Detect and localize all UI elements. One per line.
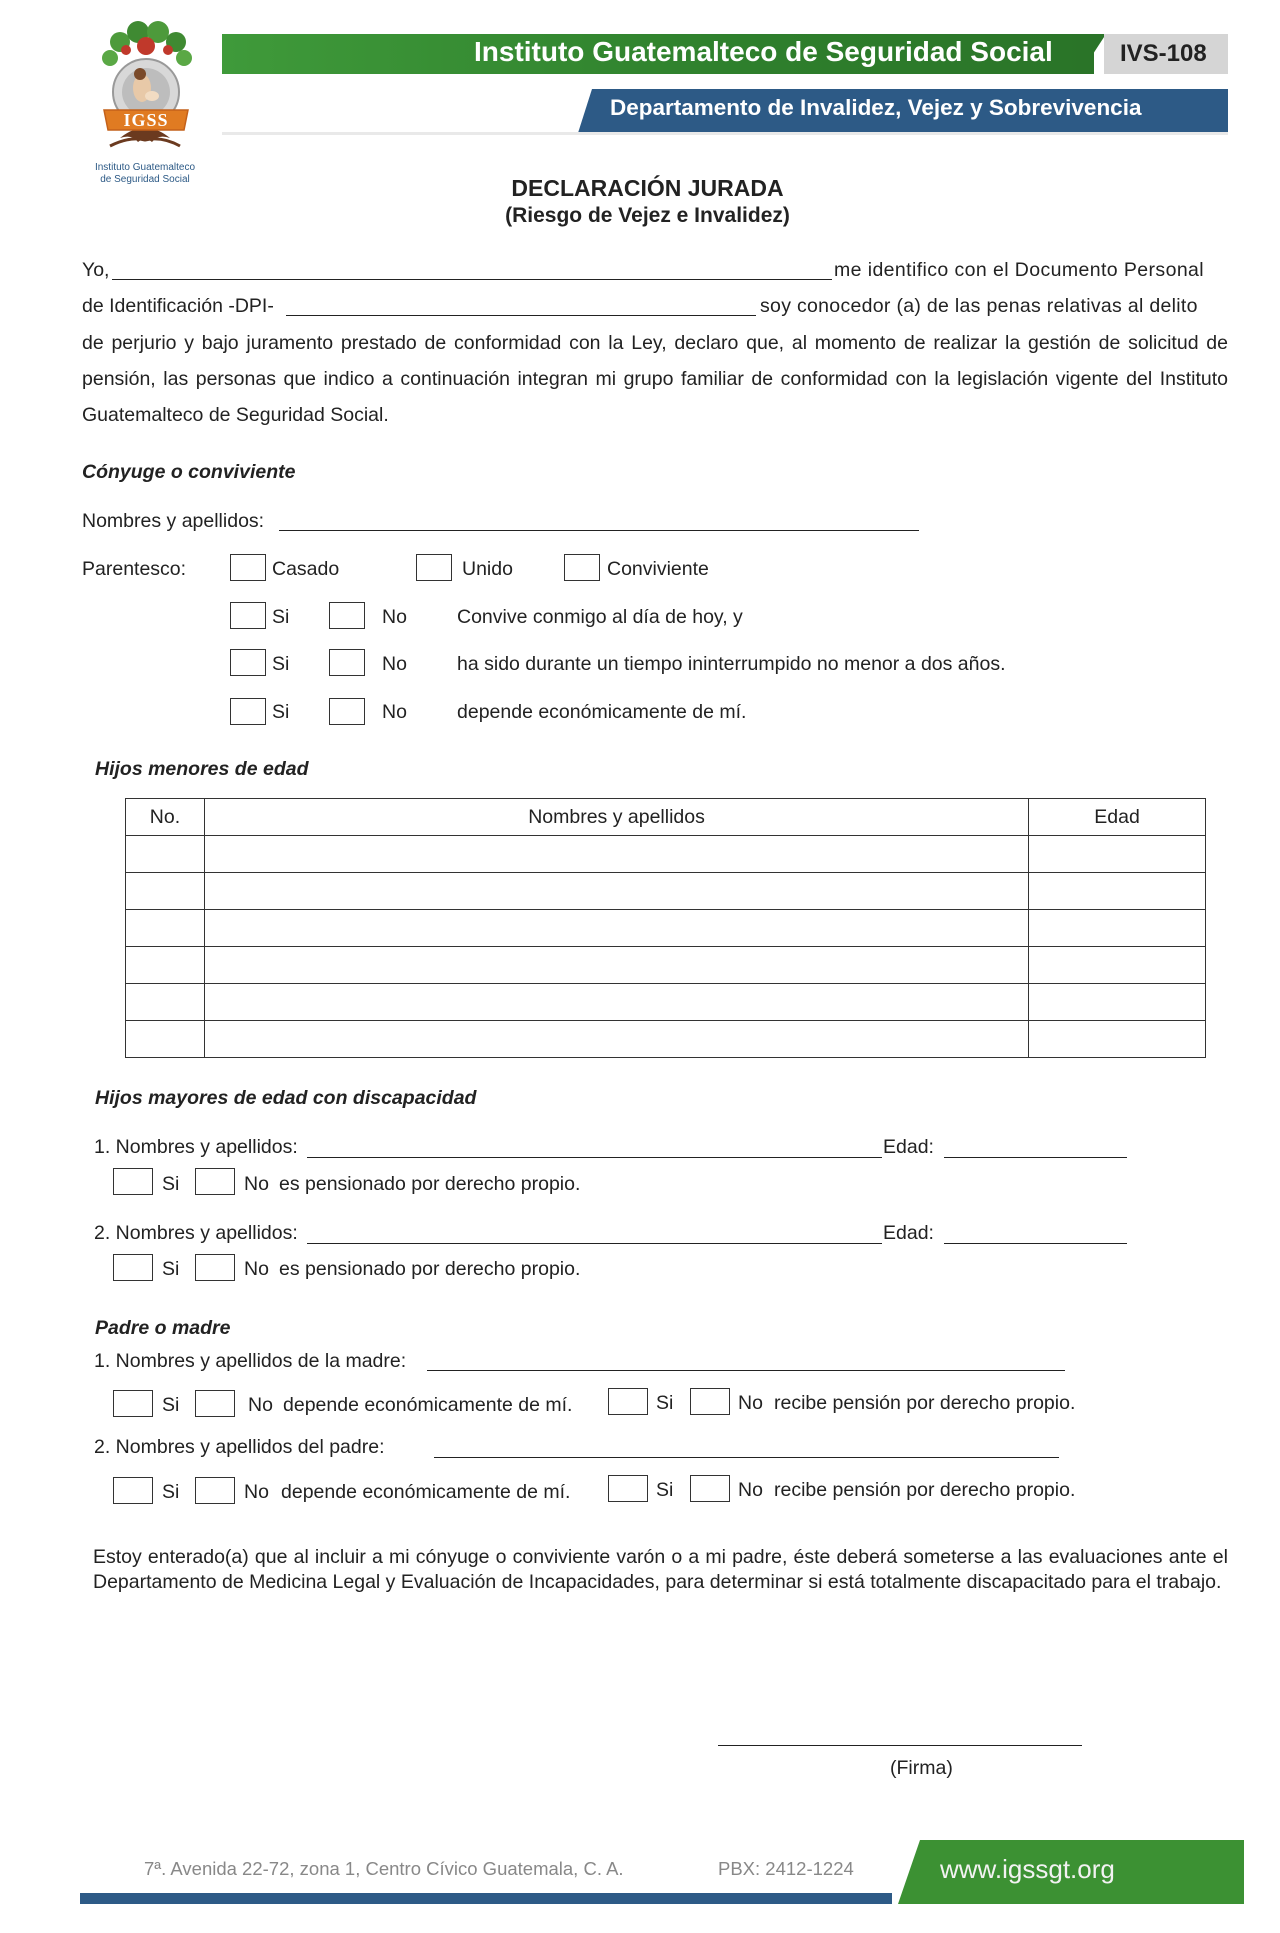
- table-cell[interactable]: [204, 836, 1028, 873]
- casado-checkbox[interactable]: [230, 554, 266, 581]
- column-header-no: No.: [126, 799, 205, 836]
- hijo2-edad-label: Edad:: [883, 1222, 934, 1244]
- hijo1-edad-label: Edad:: [883, 1136, 934, 1158]
- document-subtitle: (Riesgo de Vejez e Invalidez): [505, 204, 790, 227]
- madre-pension-si-label: Si: [656, 1392, 674, 1414]
- convive-no-label: No: [382, 606, 407, 628]
- tiempo-si-checkbox[interactable]: [230, 649, 266, 676]
- convive-no-checkbox[interactable]: [329, 602, 365, 629]
- intro-yo: Yo,: [82, 259, 110, 281]
- conyuge-nombres-label: Nombres y apellidos:: [82, 510, 265, 532]
- logo-acronym: IGSS: [123, 110, 169, 130]
- madre-pension-no-label: No: [738, 1392, 763, 1414]
- table-cell[interactable]: [126, 947, 205, 984]
- table-header-row: [126, 799, 1206, 836]
- padre-pension-text: recibe pensión por derecho propio.: [774, 1479, 1076, 1501]
- padre-pension-si-label: Si: [656, 1479, 674, 1501]
- hijo1-label: 1. Nombres y apellidos:: [94, 1136, 298, 1158]
- intro-dpi: de Identificación -DPI-: [82, 295, 274, 317]
- column-header-edad: Edad: [1029, 799, 1206, 836]
- table-cell[interactable]: [126, 873, 205, 910]
- hijos-mayores-heading: Hijos mayores de edad con discapacidad: [95, 1087, 477, 1109]
- conyuge-heading: Cónyuge o conviviente: [82, 461, 296, 483]
- table-row: [126, 910, 1206, 947]
- table-cell[interactable]: [126, 984, 205, 1021]
- madre-pension-no-checkbox[interactable]: [690, 1388, 730, 1415]
- padres-heading: Padre o madre: [95, 1317, 231, 1339]
- table-row: [126, 1021, 1206, 1058]
- form-code: IVS-108: [1120, 40, 1207, 67]
- signature-line[interactable]: [718, 1745, 1082, 1746]
- padre-nombres-line[interactable]: [434, 1457, 1059, 1458]
- table-cell[interactable]: [126, 910, 205, 947]
- tiempo-question: ha sido durante un tiempo ininterrumpido no menor a dos años.: [457, 653, 1006, 675]
- padre-label: 2. Nombres y apellidos del padre:: [94, 1436, 385, 1458]
- header-divider: [222, 132, 1228, 135]
- padre-depende-no-checkbox[interactable]: [195, 1477, 235, 1504]
- table-cell[interactable]: [1029, 910, 1206, 947]
- convive-si-checkbox[interactable]: [230, 602, 266, 629]
- conyuge-nombres-line[interactable]: [279, 530, 919, 531]
- hijo1-si-label: Si: [162, 1173, 180, 1195]
- convive-question: Convive conmigo al día de hoy, y: [457, 606, 743, 628]
- signature-label: (Firma): [890, 1757, 953, 1779]
- column-header-nombres: Nombres y apellidos: [204, 799, 1028, 836]
- hijo2-nombres-line[interactable]: [307, 1243, 882, 1244]
- table-row: [126, 984, 1206, 1021]
- hijo2-si-checkbox[interactable]: [113, 1254, 153, 1281]
- table-cell[interactable]: [126, 1021, 205, 1058]
- table-row: [126, 836, 1206, 873]
- parentesco-label: Parentesco:: [82, 558, 187, 580]
- depende-question: depende económicamente de mí.: [457, 701, 747, 723]
- madre-label: 1. Nombres y apellidos de la madre:: [94, 1350, 407, 1372]
- padre-depende-no-label: No: [244, 1481, 269, 1503]
- footer-phone: PBX: 2412-1224: [718, 1858, 854, 1879]
- declarant-name-line[interactable]: [112, 279, 832, 280]
- padre-depende-si-label: Si: [162, 1481, 180, 1503]
- intro-conocedor: soy conocedor (a) de las penas relativas al delito: [760, 295, 1198, 317]
- unido-checkbox[interactable]: [416, 554, 452, 581]
- madre-depende-text: depende económicamente de mí.: [283, 1394, 573, 1416]
- hijos-menores-heading: Hijos menores de edad: [95, 758, 309, 780]
- footer-address: 7ª. Avenida 22-72, zona 1, Centro Cívico Guatemala, C. A.: [144, 1858, 624, 1879]
- madre-nombres-line[interactable]: [427, 1370, 1065, 1371]
- table-row: [126, 873, 1206, 910]
- hijo2-si-label: Si: [162, 1258, 180, 1280]
- logo-caption-line2: de Seguridad Social: [100, 174, 190, 185]
- hijo1-pensionado-text: es pensionado por derecho propio.: [279, 1173, 581, 1195]
- intro-identifico: me identifico con el Documento Personal: [834, 259, 1205, 281]
- madre-depende-no-checkbox[interactable]: [195, 1390, 235, 1417]
- padre-pension-no-label: No: [738, 1479, 763, 1501]
- table-cell[interactable]: [204, 1021, 1028, 1058]
- footer-blue-line: [80, 1893, 892, 1904]
- convive-si-label: Si: [272, 606, 290, 628]
- unido-label: Unido: [462, 558, 513, 580]
- table-row: [126, 947, 1206, 984]
- header-green-bar-cut: [1080, 34, 1106, 74]
- tiempo-no-label: No: [382, 653, 407, 675]
- intro-body: de perjurio y bajo juramento prestado de conformidad con la Ley, declaro que, al momento de realizar la gestión de solicitud de pensión, las personas que indico a continuación integran mi grupo familiar de conformidad con la legislación vigente del Instituto Guatemalteco de Seguridad Social.: [82, 332, 1228, 426]
- document-title: DECLARACIÓN JURADA: [511, 175, 784, 201]
- depende-si-checkbox[interactable]: [230, 698, 266, 725]
- table-cell[interactable]: [1029, 873, 1206, 910]
- hijo1-nombres-line[interactable]: [307, 1157, 882, 1158]
- table-cell[interactable]: [204, 947, 1028, 984]
- footer-website[interactable]: www.igssgt.org: [940, 1854, 1115, 1884]
- madre-depende-si-label: Si: [162, 1394, 180, 1416]
- padre-depende-si-checkbox[interactable]: [113, 1477, 153, 1504]
- depende-no-label: No: [382, 701, 407, 723]
- table-cell[interactable]: [204, 984, 1028, 1021]
- hijo2-pensionado-text: es pensionado por derecho propio.: [279, 1258, 581, 1280]
- hijo1-si-checkbox[interactable]: [113, 1168, 153, 1195]
- madre-depende-si-checkbox[interactable]: [113, 1390, 153, 1417]
- igss-logo: [80, 18, 210, 190]
- casado-label: Casado: [272, 558, 340, 580]
- depende-si-label: Si: [272, 701, 290, 723]
- hijo1-edad-line[interactable]: [944, 1157, 1127, 1158]
- dpi-number-line[interactable]: [286, 315, 756, 316]
- logo-caption-line1: Instituto Guatemalteco: [94, 162, 196, 173]
- conviviente-label: Conviviente: [607, 558, 709, 580]
- depende-no-checkbox[interactable]: [329, 698, 365, 725]
- table-cell[interactable]: [1029, 1021, 1206, 1058]
- table-cell[interactable]: [126, 836, 205, 873]
- padre-pension-si-checkbox[interactable]: [608, 1475, 648, 1502]
- tree-logo-icon: [80, 18, 210, 158]
- hijo1-no-label: No: [244, 1173, 269, 1195]
- table-cell[interactable]: [204, 873, 1028, 910]
- hijos-menores-table: [125, 798, 1206, 1058]
- table-cell[interactable]: [1029, 836, 1206, 873]
- madre-pension-si-checkbox[interactable]: [608, 1388, 648, 1415]
- evaluation-note: Estoy enterado(a) que al incluir a mi cónyuge o conviviente varón o a mi padre, éste deberá someterse a las evaluaciones ante el Departamento de Medicina Legal y Evaluación de Incapacidades, para determinar si está totalmente discapacitado para el trabajo.: [93, 1546, 1228, 1593]
- department-name: Departamento de Invalidez, Vejez y Sobrevivencia: [610, 95, 1142, 120]
- hijo2-edad-line[interactable]: [944, 1243, 1127, 1244]
- tiempo-no-checkbox[interactable]: [329, 649, 365, 676]
- table-cell[interactable]: [204, 910, 1028, 947]
- padre-depende-text: depende económicamente de mí.: [281, 1481, 571, 1503]
- hijo2-no-checkbox[interactable]: [195, 1254, 235, 1281]
- madre-pension-text: recibe pensión por derecho propio.: [774, 1392, 1076, 1414]
- conviviente-checkbox[interactable]: [564, 554, 600, 581]
- hijo1-no-checkbox[interactable]: [195, 1168, 235, 1195]
- table-cell[interactable]: [1029, 947, 1206, 984]
- padre-pension-no-checkbox[interactable]: [690, 1475, 730, 1502]
- institution-name: Instituto Guatemalteco de Seguridad Social: [474, 36, 1053, 67]
- hijo2-no-label: No: [244, 1258, 269, 1280]
- tiempo-si-label: Si: [272, 653, 290, 675]
- madre-depende-no-label: No: [248, 1394, 273, 1416]
- table-cell[interactable]: [1029, 984, 1206, 1021]
- hijo2-label: 2. Nombres y apellidos:: [94, 1222, 298, 1244]
